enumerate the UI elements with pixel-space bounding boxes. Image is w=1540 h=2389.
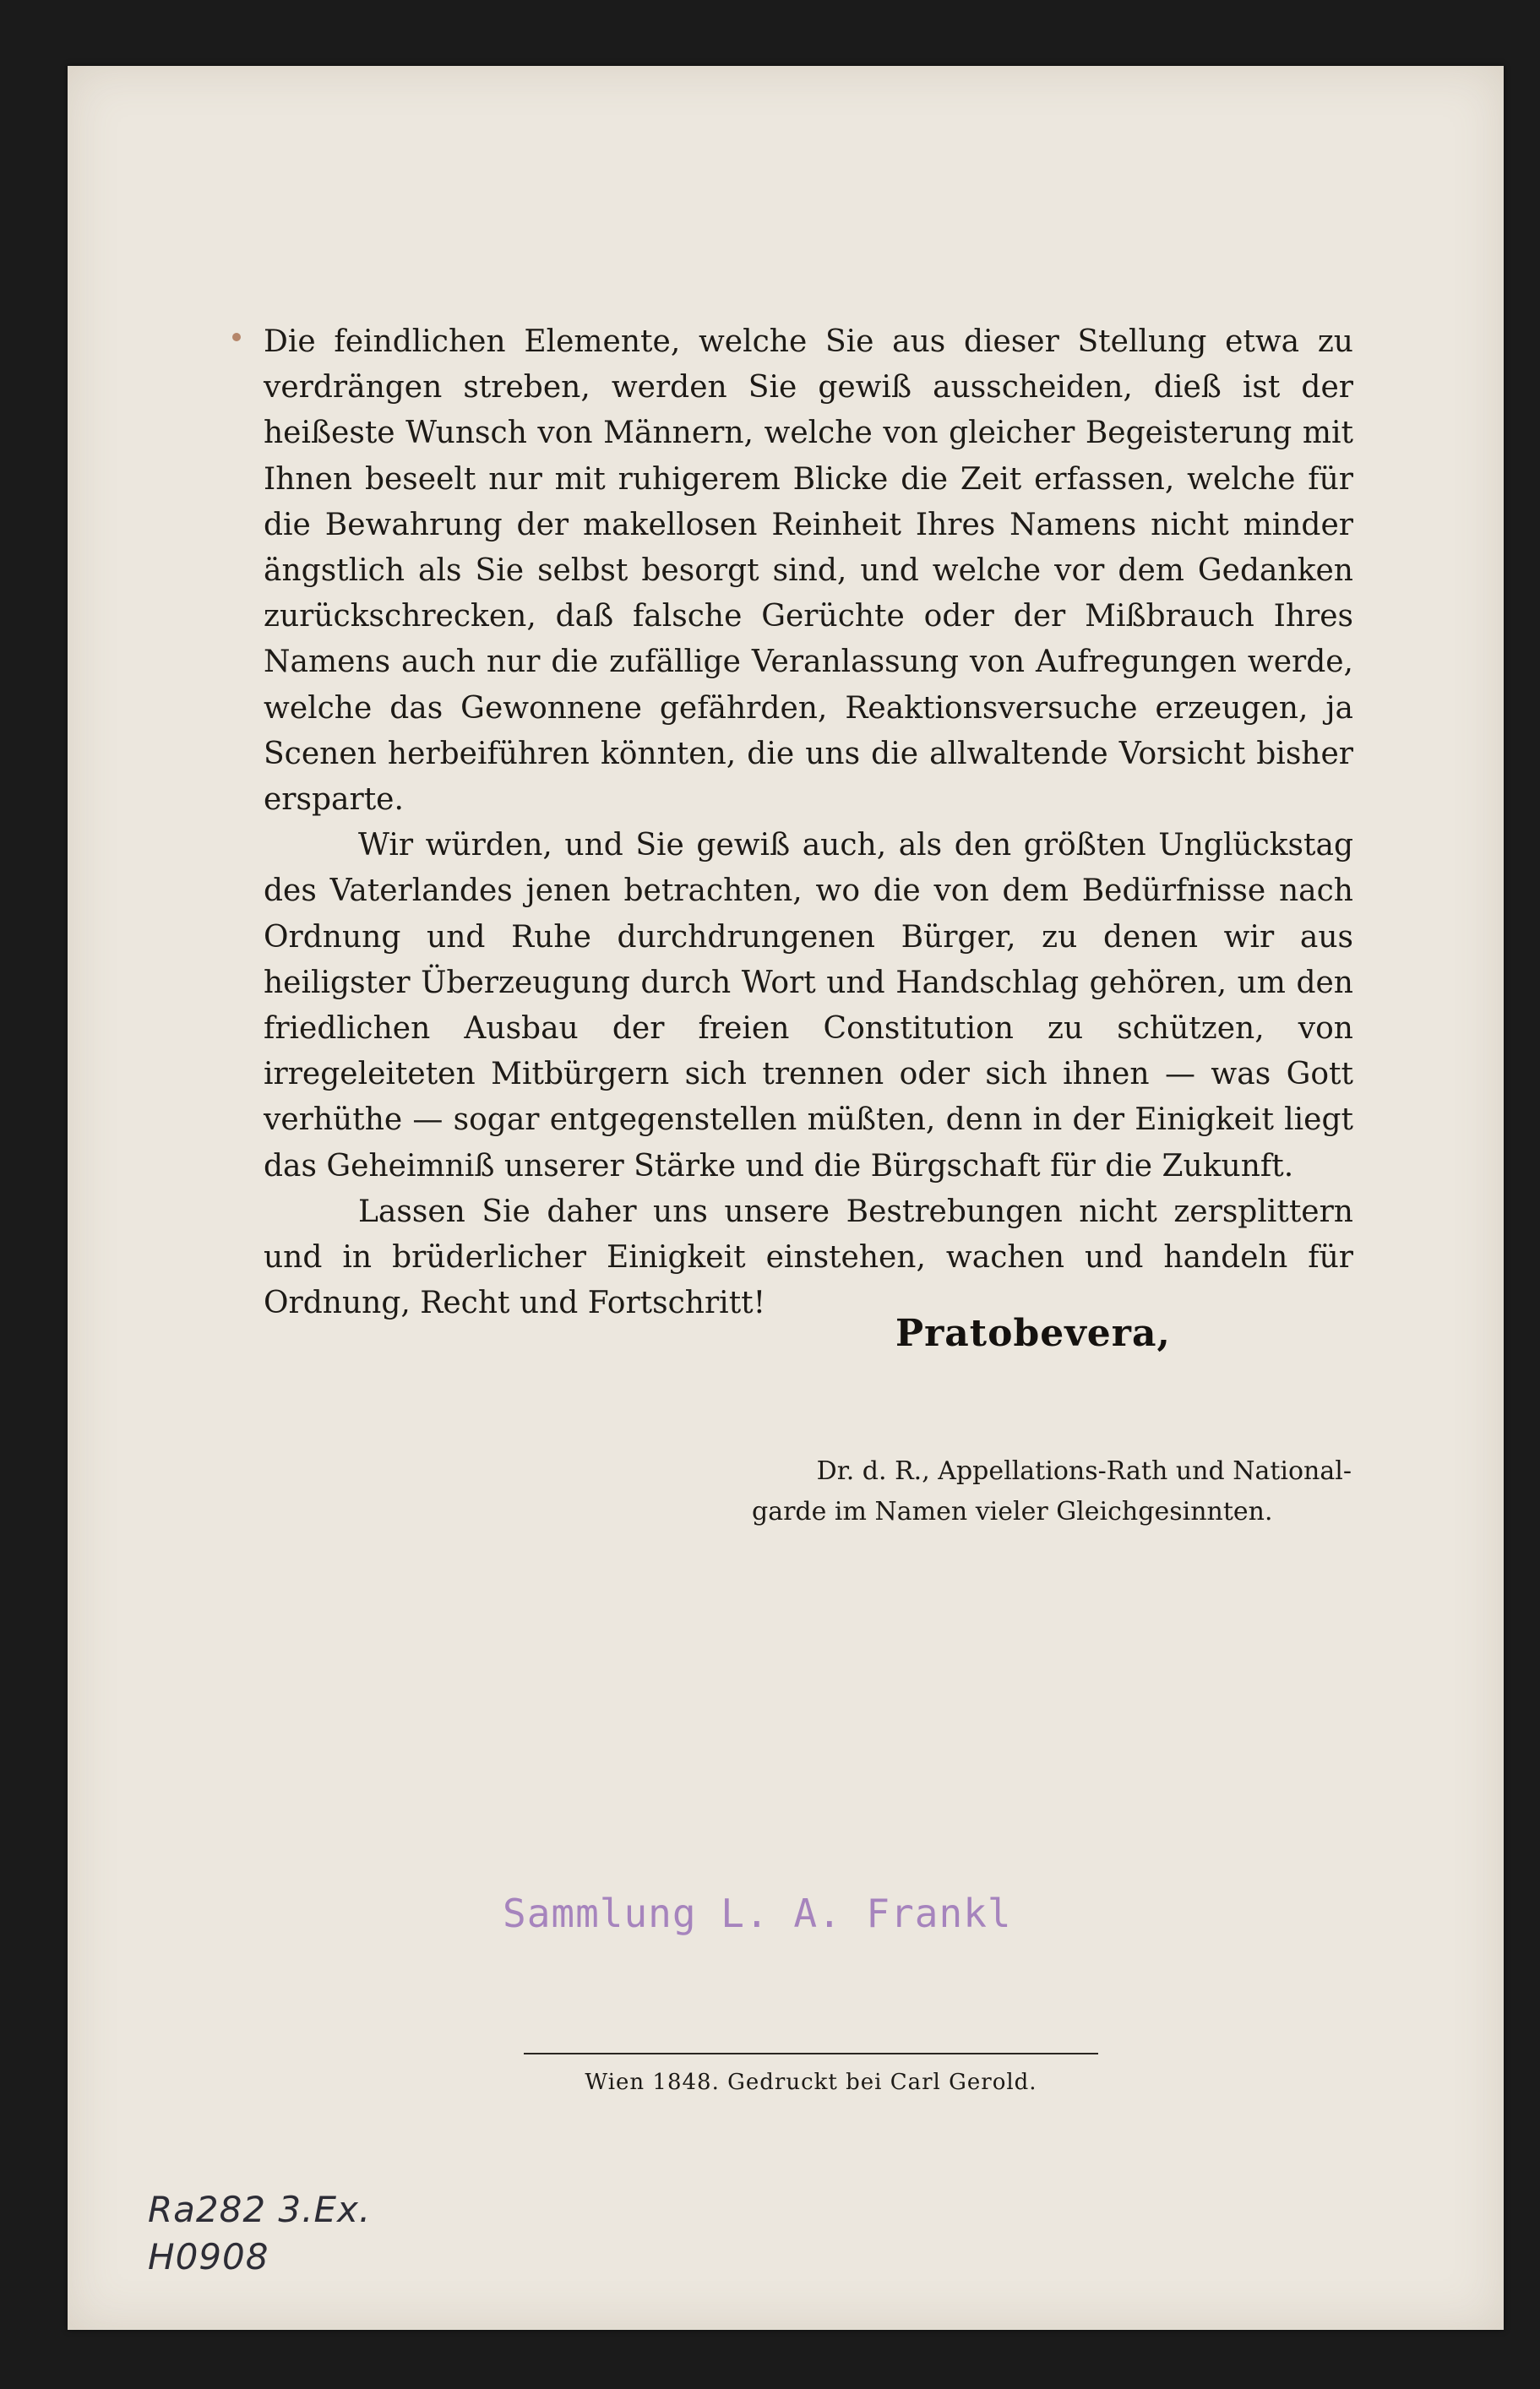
shelfmark-line-1: Ra282 3.Ex. — [148, 2189, 372, 2230]
collection-stamp: Sammlung L. A. Frankl — [503, 1891, 1012, 1936]
printer-imprint: Wien 1848. Gedruckt bei Carl Gerold. — [585, 2070, 1037, 2095]
handwritten-shelfmark — [148, 2186, 371, 2281]
signature-credentials — [710, 1451, 1352, 1532]
paragraph-2: Wir würden, und Sie gewiß auch, als den größten Unglückstag des Vaterlandes jenen betrachten, wo die von dem Bedürfnisse nach Ordnung und Ruhe durchdrungenen Bürger, zu denen wir aus heiligster Überzeugung durch Wort und Handschlag gehören, um den friedlichen Ausbau der freien Constitution zu schützen, von irregeleiteten Mitbürgern sich trennen oder sich ihnen — was Gott verhüthe — sogar entgegenstellen müßten, denn in der Einigkeit liegt das Geheimniß unserer Stärke und die Bürgschaft für die Zukunft. — [264, 828, 1353, 1184]
signature-name: Pratobevera, — [895, 1312, 1171, 1355]
document-page — [68, 66, 1504, 2330]
credentials-line-2: garde im Namen vieler Gleichgesinnten. — [752, 1497, 1273, 1526]
paragraph-3: Lassen Sie daher uns unsere Bestrebungen nicht zersplittern und in brüderlicher Einigkeit einstehen, wachen und handeln für Ordnung, Recht und Fortschritt! — [264, 1194, 1353, 1321]
credentials-line-1: Dr. d. R., Appellations-Rath und National- — [816, 1456, 1352, 1486]
imprint-rule — [524, 2053, 1098, 2054]
shelfmark-line-2: H0908 — [148, 2236, 269, 2277]
body-text — [264, 319, 1353, 1326]
paragraph-1: Die feindlichen Elemente, welche Sie aus dieser Stellung etwa zu verdrängen streben, werden Sie gewiß ausscheiden, dieß ist der heißeste Wunsch von Männern, welche von gleicher Begeisterung mit Ihnen beseelt nur mit ruhigerem Blicke die Zeit erfassen, welche für die Bewahrung der makellosen Reinheit Ihres Namens nicht minder ängstlich als Sie selbst besorgt sind, und welche vor dem Gedanken zurückschrecken, daß falsche Gerüchte oder der Mißbrauch Ihres Namens auch nur die zufällige Veranlassung von Aufregungen werde, welche das Gewonnene gefährden, Reaktionsversuche erzeugen, ja Scenen herbeiführen könnten, die uns die allwaltende Vorsicht bisher ersparte. — [264, 324, 1353, 818]
ink-spot — [232, 333, 241, 341]
